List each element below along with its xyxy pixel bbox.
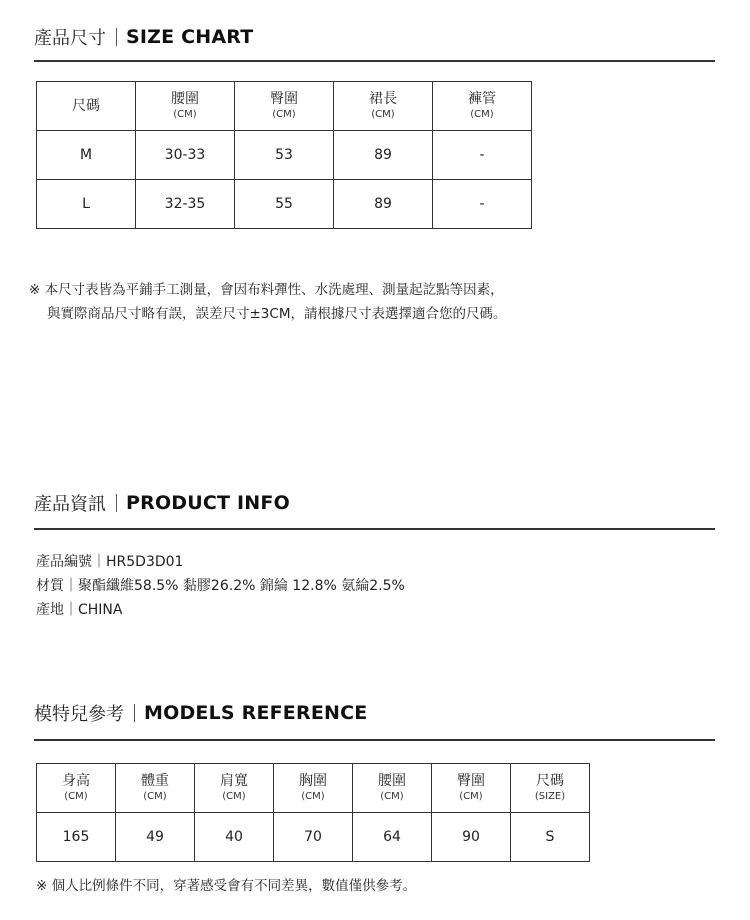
header-unit: (CM) bbox=[380, 790, 404, 802]
header-label: 肩寬 bbox=[220, 772, 248, 789]
size-note-line-1: ※ 本尺寸表皆為平鋪手工測量，會因布料彈性、水洗處理、測量起訖點等因素， bbox=[29, 282, 504, 298]
product-code: 產品編號｜HR5D3D01 bbox=[36, 554, 184, 570]
size-chart-table bbox=[36, 81, 532, 229]
models-reference-table bbox=[36, 763, 590, 862]
models-reference-rule bbox=[34, 739, 715, 741]
header-unit: (CM) bbox=[459, 790, 483, 802]
table-header-row bbox=[37, 764, 590, 813]
size-chart-title-en: SIZE CHART bbox=[126, 26, 254, 48]
header-label: 褲管 bbox=[468, 90, 496, 107]
table-row bbox=[37, 131, 532, 180]
header-label: 裙長 bbox=[369, 90, 397, 107]
table-cell: 30-33 bbox=[136, 131, 235, 180]
table-cell: - bbox=[433, 131, 532, 180]
table-cell: L bbox=[37, 180, 136, 229]
product-info-title-zh: 產品資訊 bbox=[34, 494, 106, 515]
table-cell: 49 bbox=[116, 813, 195, 862]
product-info-rule bbox=[34, 528, 715, 530]
header-unit: (CM) bbox=[272, 108, 296, 120]
table-cell: 70 bbox=[274, 813, 353, 862]
header-label: 腰圍 bbox=[171, 90, 199, 107]
header-label: 臀圍 bbox=[270, 90, 298, 107]
header-cell-skirt-length bbox=[334, 82, 433, 131]
models-reference-title-zh: 模特兒參考 bbox=[34, 704, 124, 725]
header-label: 腰圍 bbox=[378, 772, 406, 789]
table-row bbox=[37, 180, 532, 229]
table-header-row bbox=[37, 82, 532, 131]
product-info-heading bbox=[34, 490, 290, 516]
header-unit: (CM) bbox=[470, 108, 494, 120]
header-label: 體重 bbox=[141, 772, 169, 789]
header-cell-size bbox=[511, 764, 590, 813]
header-unit: (CM) bbox=[173, 108, 197, 120]
header-label: 臀圍 bbox=[457, 772, 485, 789]
header-label: 尺碼 bbox=[72, 97, 100, 114]
header-cell-bust bbox=[274, 764, 353, 813]
table-cell: 32-35 bbox=[136, 180, 235, 229]
header-unit: (CM) bbox=[143, 790, 167, 802]
models-reference-heading bbox=[34, 700, 367, 726]
product-material: 材質｜聚酯纖維58.5% 黏膠26.2% 錦綸 12.8% 氨綸2.5% bbox=[36, 578, 405, 594]
table-cell: 40 bbox=[195, 813, 274, 862]
header-cell-shoulder bbox=[195, 764, 274, 813]
table-cell: S bbox=[511, 813, 590, 862]
table-cell: 89 bbox=[334, 131, 433, 180]
header-unit: (SIZE) bbox=[534, 790, 566, 802]
models-note: ※ 個人比例條件不同，穿著感受會有不同差異，數值僅供參考。 bbox=[36, 878, 417, 894]
header-unit: (CM) bbox=[222, 790, 246, 802]
table-cell: - bbox=[433, 180, 532, 229]
heading-divider bbox=[116, 28, 117, 46]
product-info-title-en: PRODUCT INFO bbox=[126, 492, 290, 514]
header-unit: (CM) bbox=[64, 790, 88, 802]
table-cell: 64 bbox=[353, 813, 432, 862]
header-unit: (CM) bbox=[371, 108, 395, 120]
size-note-line-2: 與實際商品尺寸略有誤，誤差尺寸±3CM，請根據尺寸表選擇適合您的尺碼。 bbox=[47, 306, 507, 322]
header-cell-hip bbox=[235, 82, 334, 131]
header-cell-size bbox=[37, 82, 136, 131]
header-unit: (CM) bbox=[301, 790, 325, 802]
header-cell-hip bbox=[432, 764, 511, 813]
header-cell-waist bbox=[136, 82, 235, 131]
header-cell-waist bbox=[353, 764, 432, 813]
header-label: 身高 bbox=[62, 772, 90, 789]
table-cell: 55 bbox=[235, 180, 334, 229]
models-reference-title-en: MODELS REFERENCE bbox=[144, 702, 368, 724]
size-chart-title-zh: 產品尺寸 bbox=[34, 28, 106, 49]
table-cell: M bbox=[37, 131, 136, 180]
table-cell: 90 bbox=[432, 813, 511, 862]
header-label: 胸圍 bbox=[299, 772, 327, 789]
header-cell-leg-opening bbox=[433, 82, 532, 131]
header-cell-weight bbox=[116, 764, 195, 813]
header-label: 尺碼 bbox=[536, 772, 564, 789]
table-row bbox=[37, 813, 590, 862]
table-cell: 89 bbox=[334, 180, 433, 229]
table-cell: 165 bbox=[37, 813, 116, 862]
size-chart-heading bbox=[34, 24, 253, 50]
size-chart-rule bbox=[34, 60, 715, 62]
heading-divider bbox=[116, 494, 117, 512]
product-origin: 產地｜CHINA bbox=[36, 602, 123, 618]
header-cell-height bbox=[37, 764, 116, 813]
table-cell: 53 bbox=[235, 131, 334, 180]
heading-divider bbox=[134, 704, 135, 722]
